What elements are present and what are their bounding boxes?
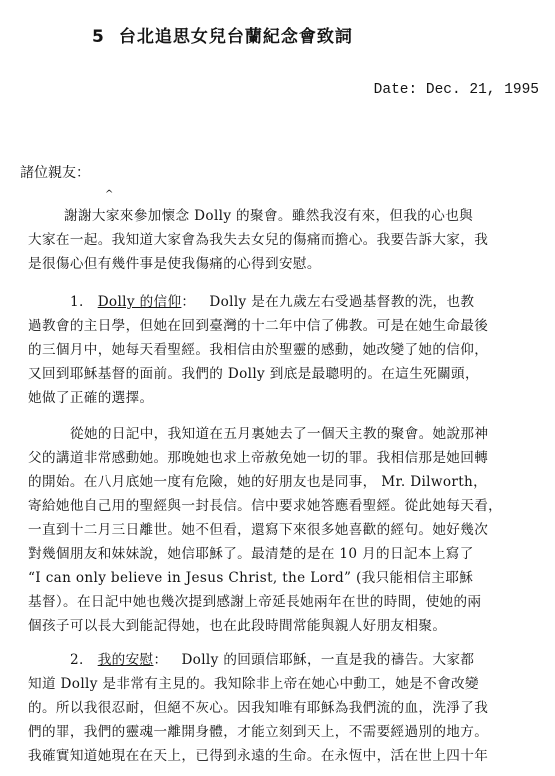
diary-line: 基督）。在日記中她也幾次提到感謝上帝延長她兩年在世的時間，使她的兩 xyxy=(28,594,482,610)
paragraph-faith xyxy=(0,290,555,410)
comfort-line: 知道 Dolly 是非常有主見的。我知除非上帝在她心中動工，她是不會改變 xyxy=(28,676,479,692)
diary-line: 個孩子可以長大到能記得她，也在此段時間常能與親人好朋友相聚。 xyxy=(28,618,447,634)
paragraph-diary xyxy=(0,422,555,638)
comfort-line: 的。所以我很忍耐，但絕不灰心。因我知唯有耶穌為我們流的血，洗淨了我 xyxy=(28,700,489,716)
diary-line: 父的講道非常感動她。那晚她也求上帝赦免她一切的罪。我相信那是她回轉 xyxy=(28,450,489,466)
caret-mark: ^ xyxy=(105,189,114,200)
comfort-first-text: Dolly 的回頭信耶穌，一直是我的禱告。大家都 xyxy=(181,652,475,668)
faith-line: 過教會的主日學，但她在回到臺灣的十二年中信了佛教。可是在她生命最後 xyxy=(28,318,489,334)
faith-line: 的三個月中，她每天看聖經。我相信由於聖靈的感動，她改變了她的信仰， xyxy=(28,342,489,358)
diary-line: “I can only believe in Jesus Christ, the Lord” (我只能相信主耶穌 xyxy=(28,570,474,586)
diary-line: 的開始。在八月底她一度有危險，她的好朋友也是同事， Mr. Dilworth， xyxy=(28,474,488,490)
heading-colon: ： xyxy=(181,294,196,310)
faith-heading: Dolly 的信仰 xyxy=(97,294,182,310)
document-title xyxy=(92,22,353,47)
intro-line: 謝謝大家來參加懷念 Dolly 的聚會。雖然我沒有來，但我的心也與 xyxy=(64,208,474,224)
intro-line: 大家在一起。我知道大家會為我失去女兒的傷痛而擔心。我要告訴大家，我 xyxy=(28,232,489,248)
item-number: 1. xyxy=(70,294,84,310)
section-number: 5 xyxy=(92,27,105,47)
diary-line: 對幾個朋友和妹妹說，她信耶穌了。最清楚的是在 10 月的日記本上寫了 xyxy=(28,546,474,562)
paragraph-comfort xyxy=(0,648,555,768)
salutation: 諸位親友： xyxy=(20,165,90,181)
date-line: Date: Dec. 21, 1995 xyxy=(373,82,539,98)
comfort-line: 我確實知道她現在在天上，已得到永遠的生命。在永恆中，活在世上四十年 xyxy=(28,748,489,764)
diary-line: 從她的日記中，我知道在五月裏她去了一個天主教的聚會。她說那神 xyxy=(70,426,489,442)
heading-colon: ： xyxy=(153,652,168,668)
faith-line: 她做了正確的選擇。 xyxy=(28,390,154,406)
faith-first-line xyxy=(70,290,555,314)
comfort-heading: 我的安慰 xyxy=(97,652,154,668)
diary-line: 一直到十二月三日離世。她不但看，還寫下來很多她喜歡的經句。她好幾次 xyxy=(28,522,489,538)
item-number: 2. xyxy=(70,652,84,668)
comfort-first-line xyxy=(70,648,555,672)
paragraph-intro xyxy=(0,204,555,276)
diary-line: 寄給她他自己用的聖經與一封長信。信中要求她答應看聖經。從此她每天看， xyxy=(28,498,503,514)
faith-line: 又回到耶穌基督的面前。我們的 Dolly 到底是最聰明的。在這生死關頭， xyxy=(28,366,479,382)
comfort-line: 們的罪，我們的靈魂一離開身體，才能立刻到天上，不需要經過別的地方。 xyxy=(28,724,489,740)
faith-first-text: Dolly 是在九歲左右受過基督教的洗，也教 xyxy=(209,294,475,310)
intro-line: 是很傷心但有幾件事是使我傷痛的心得到安慰。 xyxy=(28,256,321,272)
title-text: 台北追思女兒台蘭紀念會致詞 xyxy=(118,27,353,47)
